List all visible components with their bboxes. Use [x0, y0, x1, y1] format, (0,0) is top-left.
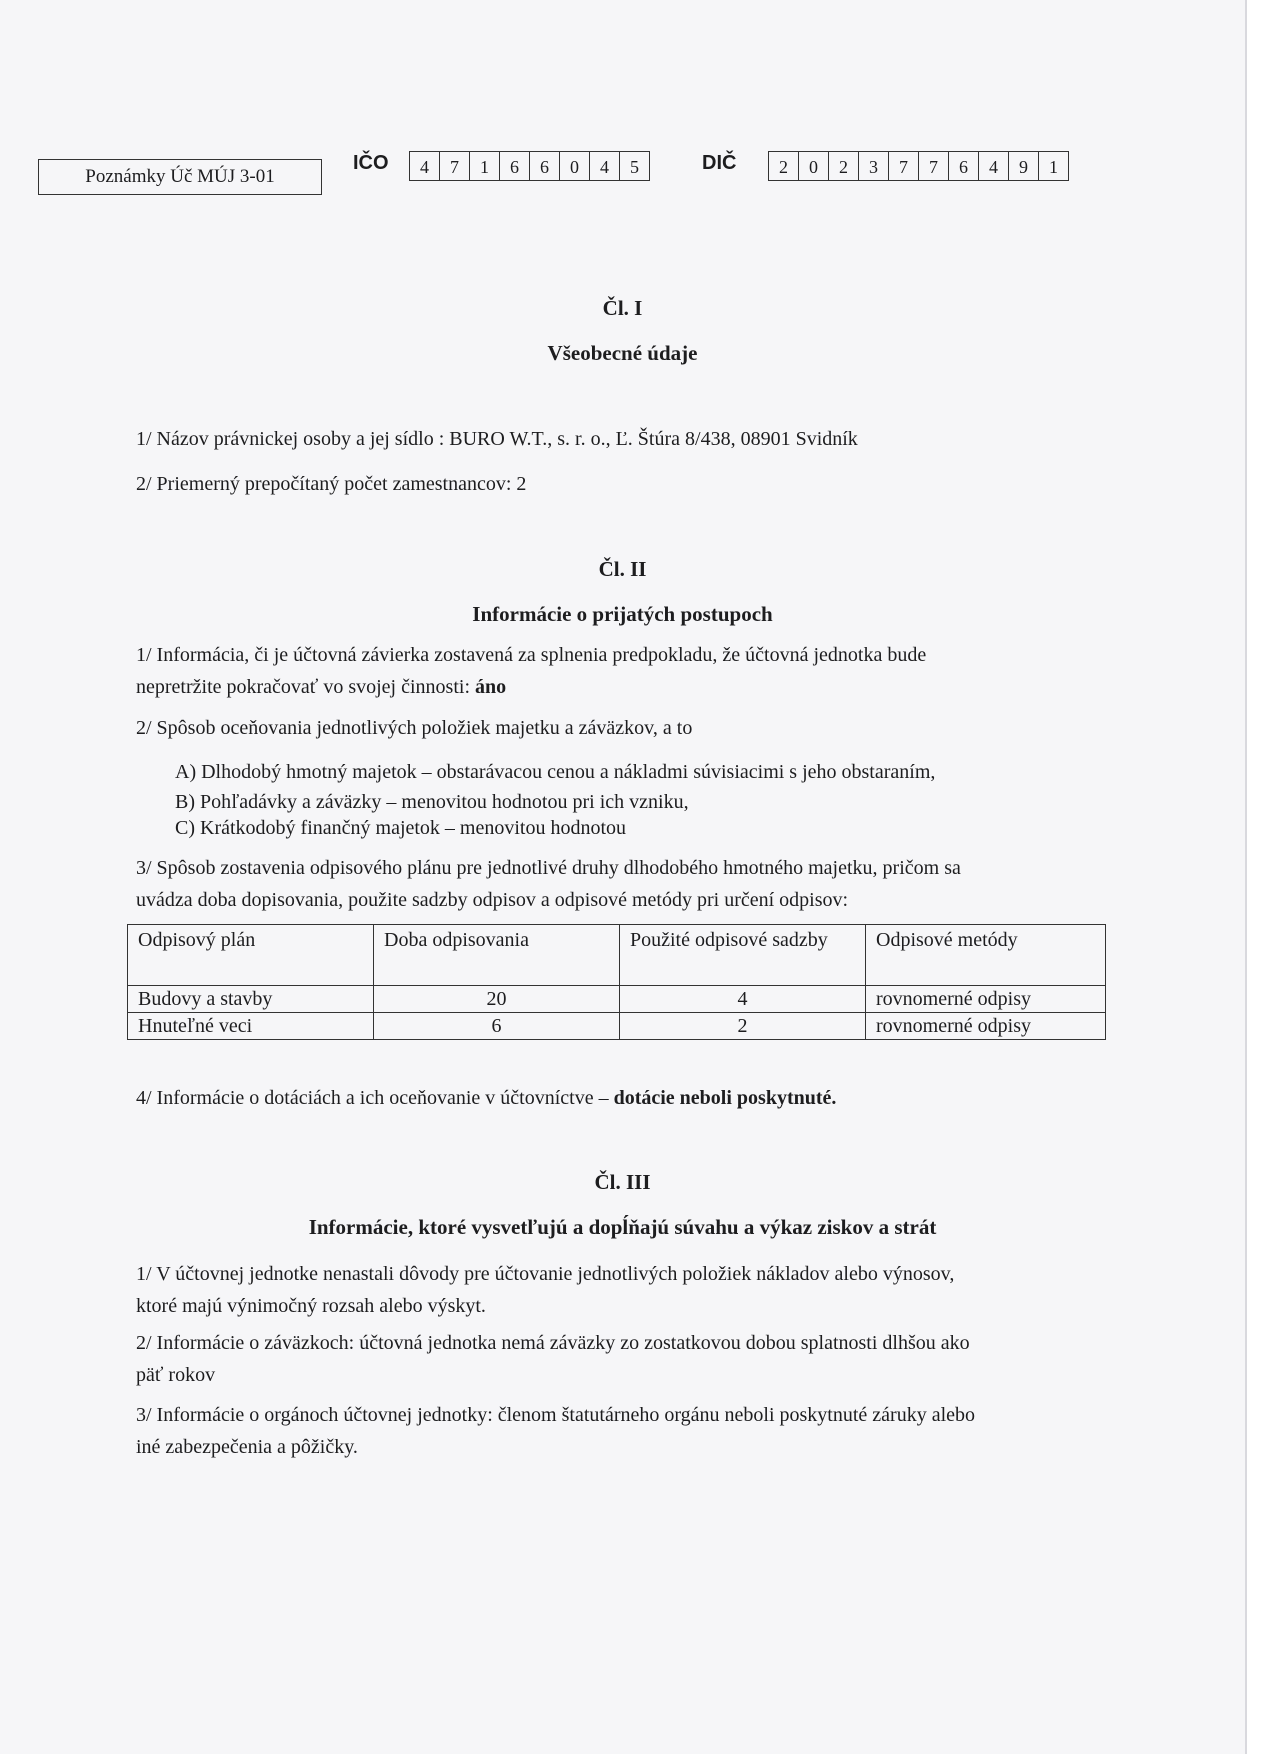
section1-number: Čl. I — [602, 296, 643, 320]
ico-digit: 0 — [560, 152, 590, 180]
dic-digit: 0 — [799, 152, 829, 180]
dic-digit: 7 — [889, 152, 919, 180]
section2-item1-line1: 1/ Informácia, či je účtovná závierka zostavená za splnenia predpokladu, že účtovná jednotka bude — [136, 644, 927, 666]
dic-digit: 2 — [829, 152, 859, 180]
section3-title: Informácie, ktoré vysvetľujú a dopĺňajú súvahu a výkaz ziskov a strát — [308, 1215, 937, 1239]
dic-digit: 4 — [979, 152, 1009, 180]
table-header-cell: Doba odpisovania — [374, 925, 620, 986]
table-header-cell: Použité odpisové sadzby — [620, 925, 866, 986]
table-header-row — [128, 925, 1106, 986]
document-form-label: Poznámky Úč MÚJ 3-01 — [38, 159, 322, 195]
section3-item2 — [136, 1327, 1096, 1391]
valuation-list-item-b: B) Pohľadávky a záväzky – menovitou hodnotou pri ich vzniku, — [175, 791, 689, 813]
valuation-list-item-c: C) Krátkodobý finančný majetok – menovitou hodnotou — [175, 817, 627, 839]
ico-digit: 6 — [530, 152, 560, 180]
ico-digits — [409, 151, 650, 181]
section2-item3-line1: 3/ Spôsob zostavenia odpisového plánu pre jednotlivé druhy dlhodobého hmotného majetku, pričom sa — [136, 857, 961, 879]
section2-item4-text: 4/ Informácie o dotáciách a ich oceňovanie v účtovníctve – — [136, 1087, 614, 1109]
dic-digit: 3 — [859, 152, 889, 180]
section2-item1-line2-text: nepretržite pokračovať vo svojej činnosti: — [136, 676, 475, 698]
dic-label: DIČ — [702, 152, 737, 174]
table-row — [128, 986, 1106, 1013]
ico-digit: 4 — [410, 152, 440, 180]
table-cell: 4 — [620, 986, 866, 1013]
section3-number: Čl. III — [594, 1170, 651, 1194]
section2-item1-line2 — [136, 671, 1096, 703]
section3-item1-line2: ktoré majú výnimočný rozsah alebo výskyt. — [136, 1295, 486, 1317]
section3-item1 — [136, 1258, 1096, 1322]
table-row — [128, 1013, 1106, 1040]
section3-item2-line1: 2/ Informácie o záväzkoch: účtovná jednotka nemá záväzky zo zostatkovou dobou splatnosti dlhšou ako — [136, 1332, 970, 1354]
ico-digit: 4 — [590, 152, 620, 180]
ico-digit: 1 — [470, 152, 500, 180]
section3-item3-line2: iné zabezpečenia a pôžičky. — [136, 1436, 358, 1458]
section2-item3-line2: uvádza doba dopisovania, použite sadzby odpisov a odpisové metódy pri určení odpisov: — [136, 889, 849, 911]
table-cell: rovnomerné odpisy — [866, 986, 1106, 1013]
valuation-list-item-a: A) Dlhodobý hmotný majetok – obstarávacou cenou a nákladmi súvisiacimi s jeho obstaraním, — [175, 761, 936, 783]
section3-item1-line1: 1/ V účtovnej jednotke nenastali dôvody pre účtovanie jednotlivých položiek nákladov alebo výnosov, — [136, 1263, 955, 1285]
depreciation-plan-table — [127, 924, 1106, 1040]
section3-item3-line1: 3/ Informácie o orgánoch účtovnej jednotky: členom štatutárneho orgánu neboli poskytnuté záruky alebo — [136, 1404, 976, 1426]
dic-digit: 2 — [769, 152, 799, 180]
dic-digit: 6 — [949, 152, 979, 180]
scan-margin — [1247, 0, 1275, 1754]
section2-item4 — [136, 1082, 1096, 1114]
table-cell: 6 — [374, 1013, 620, 1040]
table-cell: Hnuteľné veci — [128, 1013, 374, 1040]
table-cell: 20 — [374, 986, 620, 1013]
section1-title: Všeobecné údaje — [547, 341, 698, 365]
section2-item2: 2/ Spôsob oceňovania jednotlivých položiek majetku a záväzkov, a to — [136, 717, 693, 739]
dic-digits — [768, 151, 1069, 181]
dic-digit: 7 — [919, 152, 949, 180]
ico-digit: 6 — [500, 152, 530, 180]
table-header-cell: Odpisové metódy — [866, 925, 1106, 986]
section2-item1-answer: áno — [475, 676, 507, 698]
section2-number: Čl. II — [598, 557, 647, 581]
section1-item1: 1/ Názov právnickej osoby a jej sídlo : BURO W.T., s. r. o., Ľ. Štúra 8/438, 08901 Svidník — [136, 428, 858, 450]
dic-digit: 9 — [1009, 152, 1039, 180]
table-cell: Budovy a stavby — [128, 986, 374, 1013]
section1-item2: 2/ Priemerný prepočítaný počet zamestnancov: 2 — [136, 473, 527, 495]
table-header-cell: Odpisový plán — [128, 925, 374, 986]
table-cell: 2 — [620, 1013, 866, 1040]
section2-item1 — [136, 639, 1096, 703]
ico-label: IČO — [353, 152, 389, 174]
section3-item3 — [136, 1399, 1096, 1463]
section3-item2-line2: päť rokov — [136, 1364, 216, 1386]
section2-item3 — [136, 852, 1096, 916]
ico-digit: 5 — [620, 152, 650, 180]
ico-digit: 7 — [440, 152, 470, 180]
section2-title: Informácie o prijatých postupoch — [472, 602, 773, 626]
table-cell: rovnomerné odpisy — [866, 1013, 1106, 1040]
section2-item4-answer: dotácie neboli poskytnuté. — [613, 1087, 837, 1109]
dic-digit: 1 — [1039, 152, 1069, 180]
